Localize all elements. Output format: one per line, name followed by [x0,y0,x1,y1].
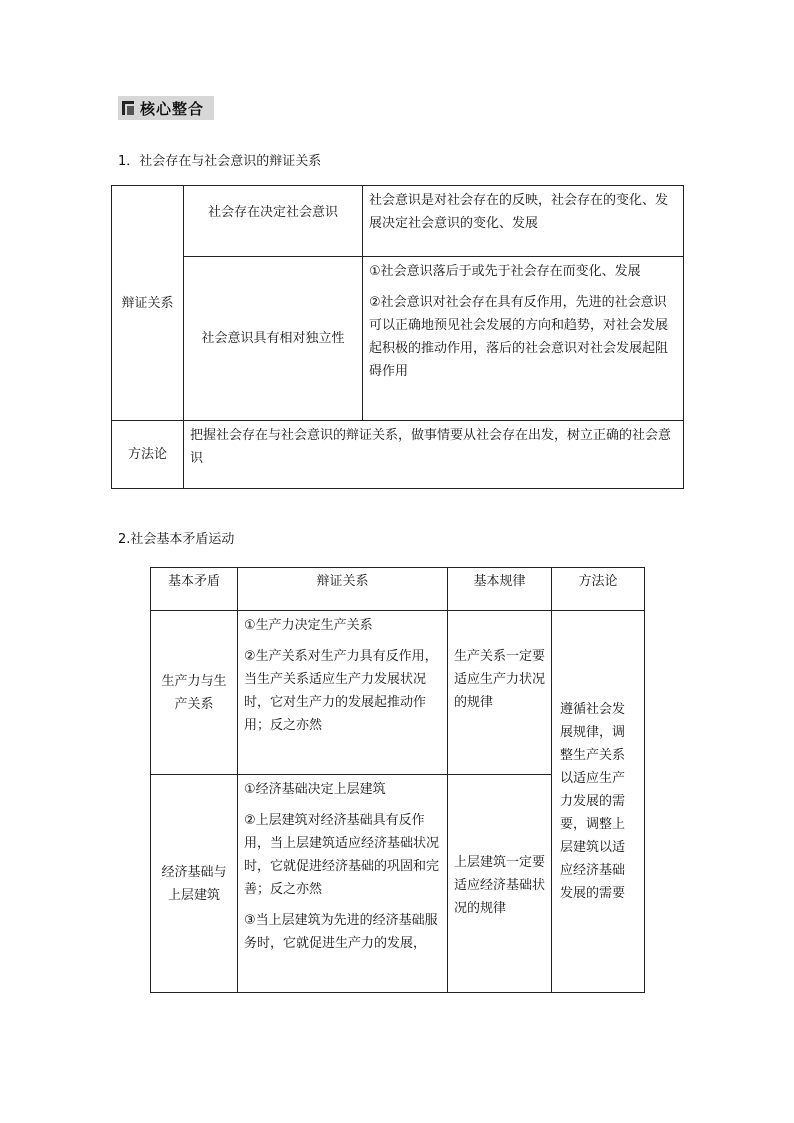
cell-contradiction-2: 经济基础与上层建筑 [151,775,238,993]
list-item: ③当上层建筑为先进的经济基础服务时，它就促进生产力的发展， [244,913,438,951]
list-item: ①经济基础决定上层建筑 [244,782,386,797]
heading-2: 2.社会基本矛盾运动 [118,532,235,547]
row-label-method: 方法论 [112,421,184,489]
cell-independence [363,257,684,421]
header-contradiction: 基本矛盾 [151,568,238,611]
header-method: 方法论 [552,568,645,611]
table-consciousness-relation [111,185,684,489]
list-item: ①社会意识落后于或先于社会存在而变化、发展 [369,264,641,279]
cell-method: 遵循社会发展规律，调整生产关系以适应生产力发展的需要，调整上层建筑以适应经济基础发展的需要 [552,611,645,993]
header-law: 基本规律 [448,568,552,611]
section-marker-icon [122,101,134,115]
section-title: 核心整合 [140,99,205,118]
sub-label-determines: 社会存在决定社会意识 [184,186,363,257]
list-item: ②上层建筑对经济基础具有反作用，当上层建筑适应经济基础状况时，它就促进经济基础的巩固和完善；反之亦然 [244,813,440,897]
heading-1: 1．社会存在与社会意识的辩证关系 [118,154,322,169]
section-header [118,96,214,120]
cell-law-1: 生产关系一定要适应生产力状况的规律 [448,611,552,775]
list-item: ②社会意识对社会存在具有反作用，先进的社会意识可以正确地预见社会发展的方向和趋势，对社会发展起积极的推动作用，落后的社会意识对社会发展起阻碍作用 [369,295,669,379]
list-item: ①生产力决定生产关系 [244,618,373,633]
list-item: ②生产关系对生产力具有反作用，当生产关系适应生产力发展状况时，它对生产力的发展起推动作用；反之亦然 [244,649,438,733]
sub-label-independence: 社会意识具有相对独立性 [184,257,363,421]
cell-relation-1 [238,611,448,775]
cell-relation-2 [238,775,448,993]
cell-law-2: 上层建筑一定要适应经济基础状况的规律 [448,775,552,993]
cell-method-text: 把握社会存在与社会意识的辩证关系，做事情要从社会存在出发，树立正确的社会意识 [184,421,684,489]
header-relation: 辩证关系 [238,568,448,611]
row-label-dialectic: 辩证关系 [112,186,184,421]
table-basic-contradiction [150,567,645,993]
cell-determines-text: 社会意识是对社会存在的反映，社会存在的变化、发展决定社会意识的变化、发展 [363,186,684,257]
cell-contradiction-1: 生产力与生产关系 [151,611,238,775]
